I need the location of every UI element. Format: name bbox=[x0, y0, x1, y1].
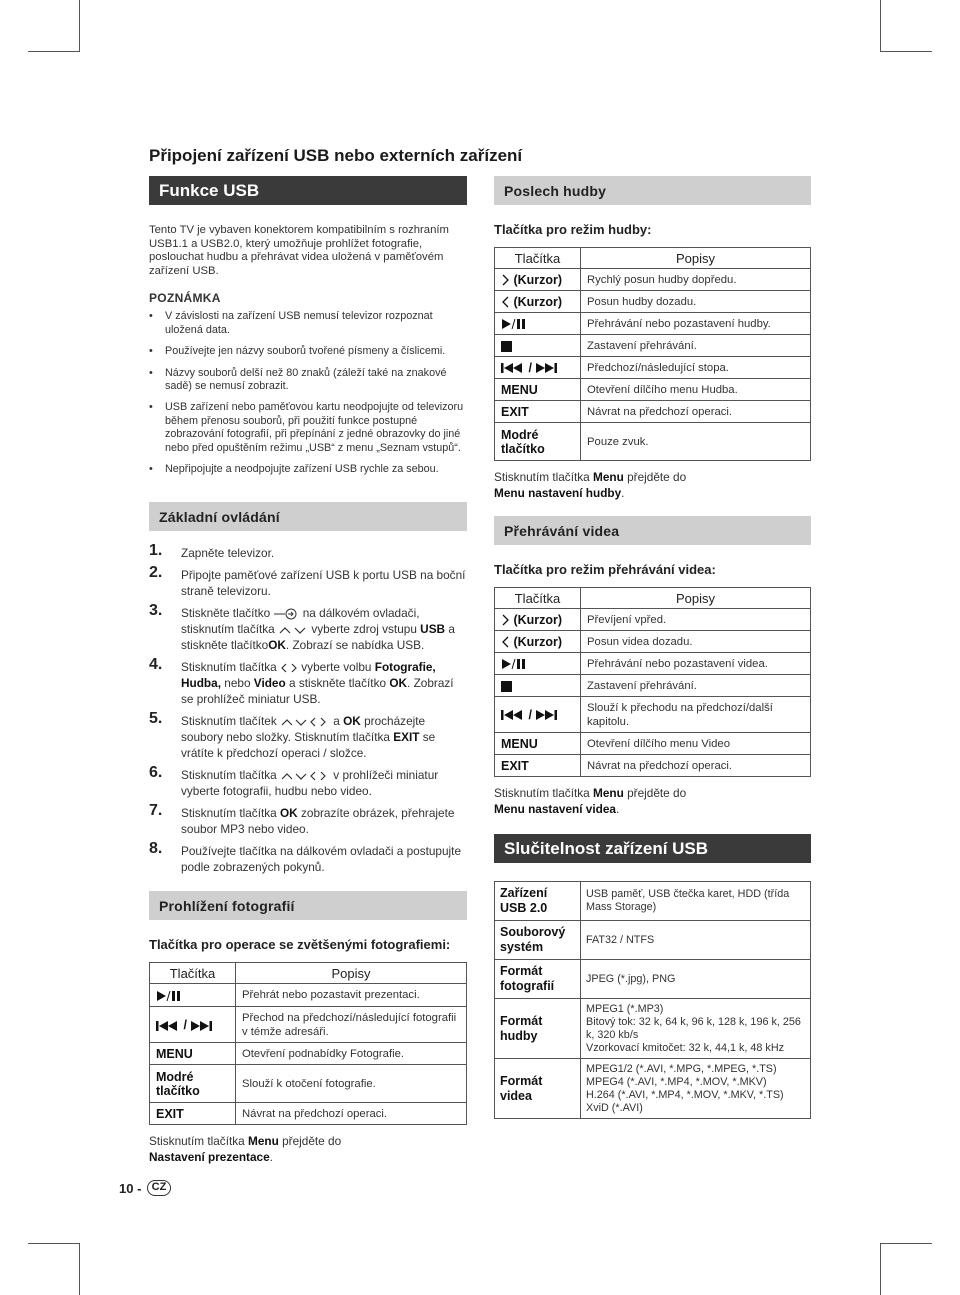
footer-text: Stisknutím tlačítka bbox=[494, 786, 590, 800]
table-row bbox=[495, 921, 811, 960]
desc-cell: Posun videa dozadu. bbox=[581, 631, 811, 653]
step-item bbox=[149, 656, 467, 707]
key-separator: / bbox=[183, 1017, 187, 1032]
table-row bbox=[495, 401, 811, 423]
footer-bold: Menu bbox=[593, 470, 624, 484]
desc-cell: Návrat na předchozí operaci. bbox=[581, 755, 811, 777]
step-text: na dálkovém ovladači, stisknutím tlačítka bbox=[181, 606, 420, 637]
note-list bbox=[149, 310, 467, 476]
key-label: (Kurzor) bbox=[513, 294, 563, 309]
key-label: (Kurzor) bbox=[513, 612, 563, 627]
key-cell bbox=[150, 984, 236, 1007]
note-label: POZNÁMKA bbox=[149, 291, 221, 306]
table-row bbox=[495, 335, 811, 357]
key-cell: Modré tlačítko bbox=[150, 1065, 236, 1103]
step-text: Stisknutím tlačítka bbox=[181, 806, 277, 821]
desc-cell: JPEG (*.jpg), PNG bbox=[581, 960, 811, 999]
step-item bbox=[149, 802, 467, 837]
compat-heading: Slučitelnost zařízení USB bbox=[494, 834, 811, 863]
step-number: 4. bbox=[149, 656, 163, 674]
music-subheading: Tlačítka pro režim hudby: bbox=[494, 222, 652, 237]
step-bold: OK bbox=[389, 676, 408, 691]
step-bold: Fotografie, Hudba, bbox=[181, 660, 436, 691]
step-item bbox=[149, 710, 467, 761]
desc-cell: Zastavení přehrávání. bbox=[581, 335, 811, 357]
four-way-arrows-icon bbox=[280, 717, 330, 727]
key-cell: EXIT bbox=[495, 755, 581, 777]
table-row bbox=[150, 1103, 467, 1125]
desc-cell: Slouží k přechodu na předchozí/další kapitolu. bbox=[581, 697, 811, 733]
input-source-icon bbox=[273, 608, 299, 620]
table-row bbox=[495, 423, 811, 461]
key-cell bbox=[495, 313, 581, 335]
table-row bbox=[495, 609, 811, 631]
table-row bbox=[150, 984, 467, 1007]
desc-cell: Otevření podnabídky Fotografie. bbox=[236, 1043, 467, 1065]
key-cell: MENU bbox=[495, 733, 581, 755]
next-icon bbox=[535, 362, 559, 374]
step-bold: OK bbox=[268, 638, 286, 653]
key-cell bbox=[495, 357, 581, 379]
footer-text: Stisknutím tlačítka bbox=[149, 1134, 245, 1149]
key-cell: MENU bbox=[495, 379, 581, 401]
desc-cell: Rychlý posun hudby dopředu. bbox=[581, 269, 811, 291]
music-heading: Poslech hudby bbox=[494, 176, 811, 205]
step-number: 6. bbox=[149, 764, 163, 782]
crop-mark bbox=[79, 1243, 80, 1295]
step-number: 3. bbox=[149, 602, 163, 620]
step-number: 8. bbox=[149, 840, 163, 858]
desc-cell: Posun hudby dozadu. bbox=[581, 291, 811, 313]
step-text: . Zobrazí se nabídka USB. bbox=[285, 638, 425, 653]
page-title: Připojení zařízení USB nebo externích zařízení bbox=[149, 146, 523, 165]
crop-mark bbox=[880, 1243, 932, 1244]
video-heading: Přehrávání videa bbox=[494, 516, 811, 545]
usb-intro: Tento TV je vybaven konektorem kompatibilním s rozhraním USB1.1 a USB2.0, který umožňuje prohlížet fotografie, poslouchat hudbu a přehrávat videa uložená v paměťovém zařízení USB. bbox=[149, 224, 449, 277]
step-text: nebo bbox=[224, 676, 251, 691]
desc-cell: Přehrávání nebo pozastavení videa. bbox=[581, 653, 811, 675]
steps-list bbox=[149, 542, 467, 875]
step-bold: EXIT bbox=[393, 730, 420, 745]
stop-icon bbox=[501, 341, 512, 352]
table-row bbox=[495, 653, 811, 675]
col-header-buttons: Tlačítka bbox=[495, 588, 581, 609]
crop-mark bbox=[28, 1243, 80, 1244]
table-row bbox=[495, 675, 811, 697]
key-label: (Kurzor) bbox=[513, 272, 563, 287]
note-item: • Používejte jen názvy souborů tvořené písmeny a číslicemi. bbox=[149, 345, 467, 358]
key-cell: MENU bbox=[150, 1043, 236, 1065]
desc-cell: Návrat na předchozí operaci. bbox=[581, 401, 811, 423]
footer-text: . bbox=[621, 486, 625, 500]
table-row bbox=[495, 999, 811, 1059]
four-way-arrows-icon bbox=[280, 771, 330, 781]
col-header-desc: Popisy bbox=[236, 963, 467, 984]
step-item bbox=[149, 764, 467, 799]
footer-bold: Menu bbox=[593, 786, 624, 800]
left-column bbox=[149, 176, 467, 1165]
step-number: 2. bbox=[149, 564, 163, 582]
desc-cell: Pouze zvuk. bbox=[581, 423, 811, 461]
table-row bbox=[495, 313, 811, 335]
desc-cell: MPEG1 (*.MP3) Bitový tok: 32 k, 64 k, 96 k, 128 k, 196 k, 256 k, 320 kb/s Vzorkovací kmitočet: 32 k, 44,1 k, 48 kHz bbox=[581, 999, 811, 1059]
table-row bbox=[495, 291, 811, 313]
step-text: Stiskněte tlačítko bbox=[181, 606, 271, 621]
desc-cell: MPEG1/2 (*.AVI, *.MPG, *.MPEG, *.TS) MPEG4 (*.AVI, *.MP4, *.MOV, *.MKV) H.264 (*.AVI, *.MP4, *.MOV, *.MKV, *.TS) XviD (*.AVI) bbox=[581, 1059, 811, 1119]
note-item: • Nepřipojujte a neodpojujte zařízení USB rychle za sebou. bbox=[149, 463, 467, 476]
step-text: zobrazíte obrázek, přehrajete soubor MP3 nebo video. bbox=[181, 806, 455, 837]
col-header-buttons: Tlačítka bbox=[495, 248, 581, 269]
left-arrow-icon bbox=[501, 636, 510, 648]
key-cell bbox=[495, 697, 581, 733]
previous-icon bbox=[501, 709, 525, 721]
step-text: vyberte volbu bbox=[301, 660, 372, 675]
table-row bbox=[495, 631, 811, 653]
usb-function-heading: Funkce USB bbox=[149, 176, 467, 205]
footer-text: . bbox=[269, 1150, 273, 1165]
crop-mark bbox=[880, 51, 932, 52]
previous-icon bbox=[501, 362, 525, 374]
step-item bbox=[149, 602, 467, 653]
video-footer bbox=[494, 785, 714, 817]
key-cell bbox=[495, 269, 581, 291]
play-pause-icon bbox=[156, 990, 186, 1002]
col-header-desc: Popisy bbox=[581, 588, 811, 609]
step-text: procházejte soubory nebo složky. Stisknutím tlačítka bbox=[181, 714, 426, 745]
desc-cell: Zastavení přehrávání. bbox=[581, 675, 811, 697]
footer-bold: Menu nastavení hudby bbox=[494, 486, 622, 500]
crop-mark bbox=[880, 0, 881, 52]
play-pause-icon bbox=[501, 658, 531, 670]
table-row bbox=[150, 1007, 467, 1043]
key-cell: Souborový systém bbox=[495, 921, 581, 960]
desc-cell: Předchozí/následující stopa. bbox=[581, 357, 811, 379]
table-row bbox=[150, 1065, 467, 1103]
country-code-badge: CZ bbox=[147, 1180, 171, 1196]
footer-text: přejděte do bbox=[627, 470, 687, 484]
footer-text: . bbox=[615, 802, 620, 816]
basic-ops-heading: Základní ovládání bbox=[149, 502, 467, 531]
page-number: 10 - bbox=[119, 1181, 142, 1196]
key-cell bbox=[495, 335, 581, 357]
step-text: a stiskněte tlačítko bbox=[288, 676, 387, 691]
table-row bbox=[495, 697, 811, 733]
play-pause-icon bbox=[501, 318, 531, 330]
key-cell bbox=[495, 653, 581, 675]
key-cell: Formát hudby bbox=[495, 999, 581, 1059]
step-bold: USB bbox=[420, 622, 446, 637]
key-cell: Zařízení USB 2.0 bbox=[495, 882, 581, 921]
stop-icon bbox=[501, 681, 512, 692]
key-cell: EXIT bbox=[495, 401, 581, 423]
photos-table bbox=[149, 962, 467, 1125]
table-row bbox=[495, 755, 811, 777]
music-footer bbox=[494, 469, 714, 501]
video-table bbox=[494, 587, 811, 777]
table-row bbox=[495, 882, 811, 921]
note-item: • USB zařízení nebo paměťovou kartu neodpojujte od televizoru během přenosu souborů, při použití funkce postupné zobrazování fotografií, při přepínání z jedné obrazovky do jiné nebo před opuštěním režimu „USB“ z menu „Seznam vstupů“. bbox=[149, 401, 467, 455]
desc-cell: Slouží k otočení fotografie. bbox=[236, 1065, 467, 1103]
col-header-desc: Popisy bbox=[581, 248, 811, 269]
left-right-arrows-icon bbox=[280, 663, 298, 673]
step-text: se vrátíte k předchozí operaci / složce. bbox=[181, 730, 436, 761]
up-down-arrows-icon bbox=[278, 625, 308, 635]
footer-text: Stisknutím tlačítka bbox=[494, 470, 590, 484]
step-text: Připojte paměťové zařízení USB k portu USB na boční straně televizoru. bbox=[181, 568, 466, 599]
next-icon bbox=[535, 709, 559, 721]
step-text: v prohlížeči miniatur vyberte fotografii, hudbu nebo video. bbox=[181, 768, 439, 799]
step-text: a bbox=[333, 714, 340, 729]
video-subheading: Tlačítka pro režim přehrávání videa: bbox=[494, 562, 716, 577]
key-label: (Kurzor) bbox=[513, 634, 563, 649]
step-item bbox=[149, 542, 467, 561]
step-number: 7. bbox=[149, 802, 163, 820]
desc-cell: Přechod na předchozí/následující fotografii v témže adresáři. bbox=[236, 1007, 467, 1043]
table-row bbox=[495, 1059, 811, 1119]
key-separator: / bbox=[528, 360, 532, 375]
key-cell bbox=[495, 609, 581, 631]
step-text: a stiskněte tlačítko bbox=[181, 622, 455, 653]
table-row bbox=[495, 733, 811, 755]
desc-cell: Přehrát nebo pozastavit prezentaci. bbox=[236, 984, 467, 1007]
key-cell bbox=[150, 1007, 236, 1043]
note-item: • V závislosti na zařízení USB nemusí televizor rozpoznat uložená data. bbox=[149, 310, 467, 337]
desc-cell: FAT32 / NTFS bbox=[581, 921, 811, 960]
step-number: 5. bbox=[149, 710, 163, 728]
footer-bold: Menu bbox=[248, 1134, 279, 1149]
crop-mark bbox=[79, 0, 80, 52]
music-table bbox=[494, 247, 811, 461]
step-number: 1. bbox=[149, 542, 163, 560]
key-cell bbox=[495, 291, 581, 313]
table-row bbox=[495, 379, 811, 401]
right-arrow-icon bbox=[501, 274, 510, 286]
previous-icon bbox=[156, 1020, 180, 1032]
right-column bbox=[494, 176, 811, 1119]
next-icon bbox=[190, 1020, 214, 1032]
key-cell: EXIT bbox=[150, 1103, 236, 1125]
crop-mark bbox=[28, 51, 80, 52]
photos-heading: Prohlížení fotografií bbox=[149, 891, 467, 920]
step-text: . Zobrazí se prohlížeč miniatur USB. bbox=[181, 676, 454, 707]
photos-footer bbox=[149, 1133, 369, 1165]
note-item: • Názvy souborů delší než 80 znaků (záleží také na znakové sadě) se nemusí zobrazit. bbox=[149, 367, 467, 394]
right-arrow-icon bbox=[501, 614, 510, 626]
desc-cell: Návrat na předchozí operaci. bbox=[236, 1103, 467, 1125]
footer-bold: Menu nastavení videa bbox=[494, 802, 616, 816]
step-text: Stisknutím tlačítka bbox=[181, 660, 277, 675]
step-text: Stisknutím tlačítka bbox=[181, 768, 277, 783]
step-text: Stisknutím tlačítek bbox=[181, 714, 277, 729]
step-text: Používejte tlačítka na dálkovém ovladači a postupujte podle zobrazených pokynů. bbox=[181, 844, 462, 875]
desc-cell: Převíjení vpřed. bbox=[581, 609, 811, 631]
table-row bbox=[495, 269, 811, 291]
table-header-row bbox=[150, 963, 467, 984]
key-cell: Formát videa bbox=[495, 1059, 581, 1119]
key-cell: Modré tlačítko bbox=[495, 423, 581, 461]
table-row bbox=[150, 1043, 467, 1065]
table-row bbox=[495, 960, 811, 999]
step-item bbox=[149, 564, 467, 599]
key-cell bbox=[495, 631, 581, 653]
key-cell bbox=[495, 675, 581, 697]
step-bold: OK bbox=[280, 806, 298, 821]
step-bold: OK bbox=[343, 714, 361, 729]
photos-subheading: Tlačítka pro operace se zvětšenými fotografiemi: bbox=[149, 937, 451, 953]
footer-text: přejděte do bbox=[282, 1134, 342, 1149]
step-text: vyberte zdroj vstupu bbox=[311, 622, 417, 637]
compat-table bbox=[494, 881, 811, 1119]
desc-cell: Otevření dílčího menu Hudba. bbox=[581, 379, 811, 401]
desc-cell: USB paměť, USB čtečka karet, HDD (třída Mass Storage) bbox=[581, 882, 811, 921]
step-item bbox=[149, 840, 467, 875]
crop-mark bbox=[880, 1243, 881, 1295]
desc-cell: Otevření dílčího menu Video bbox=[581, 733, 811, 755]
left-arrow-icon bbox=[501, 296, 510, 308]
table-header-row bbox=[495, 588, 811, 609]
footer-bold: Nastavení prezentace bbox=[149, 1150, 270, 1165]
key-cell: Formát fotografií bbox=[495, 960, 581, 999]
table-row bbox=[495, 357, 811, 379]
key-separator: / bbox=[528, 707, 532, 722]
table-header-row bbox=[495, 248, 811, 269]
footer-text: přejděte do bbox=[627, 786, 687, 800]
step-text: Zapněte televizor. bbox=[181, 546, 275, 561]
col-header-buttons: Tlačítka bbox=[150, 963, 236, 984]
step-bold: Video bbox=[253, 676, 286, 691]
desc-cell: Přehrávání nebo pozastavení hudby. bbox=[581, 313, 811, 335]
